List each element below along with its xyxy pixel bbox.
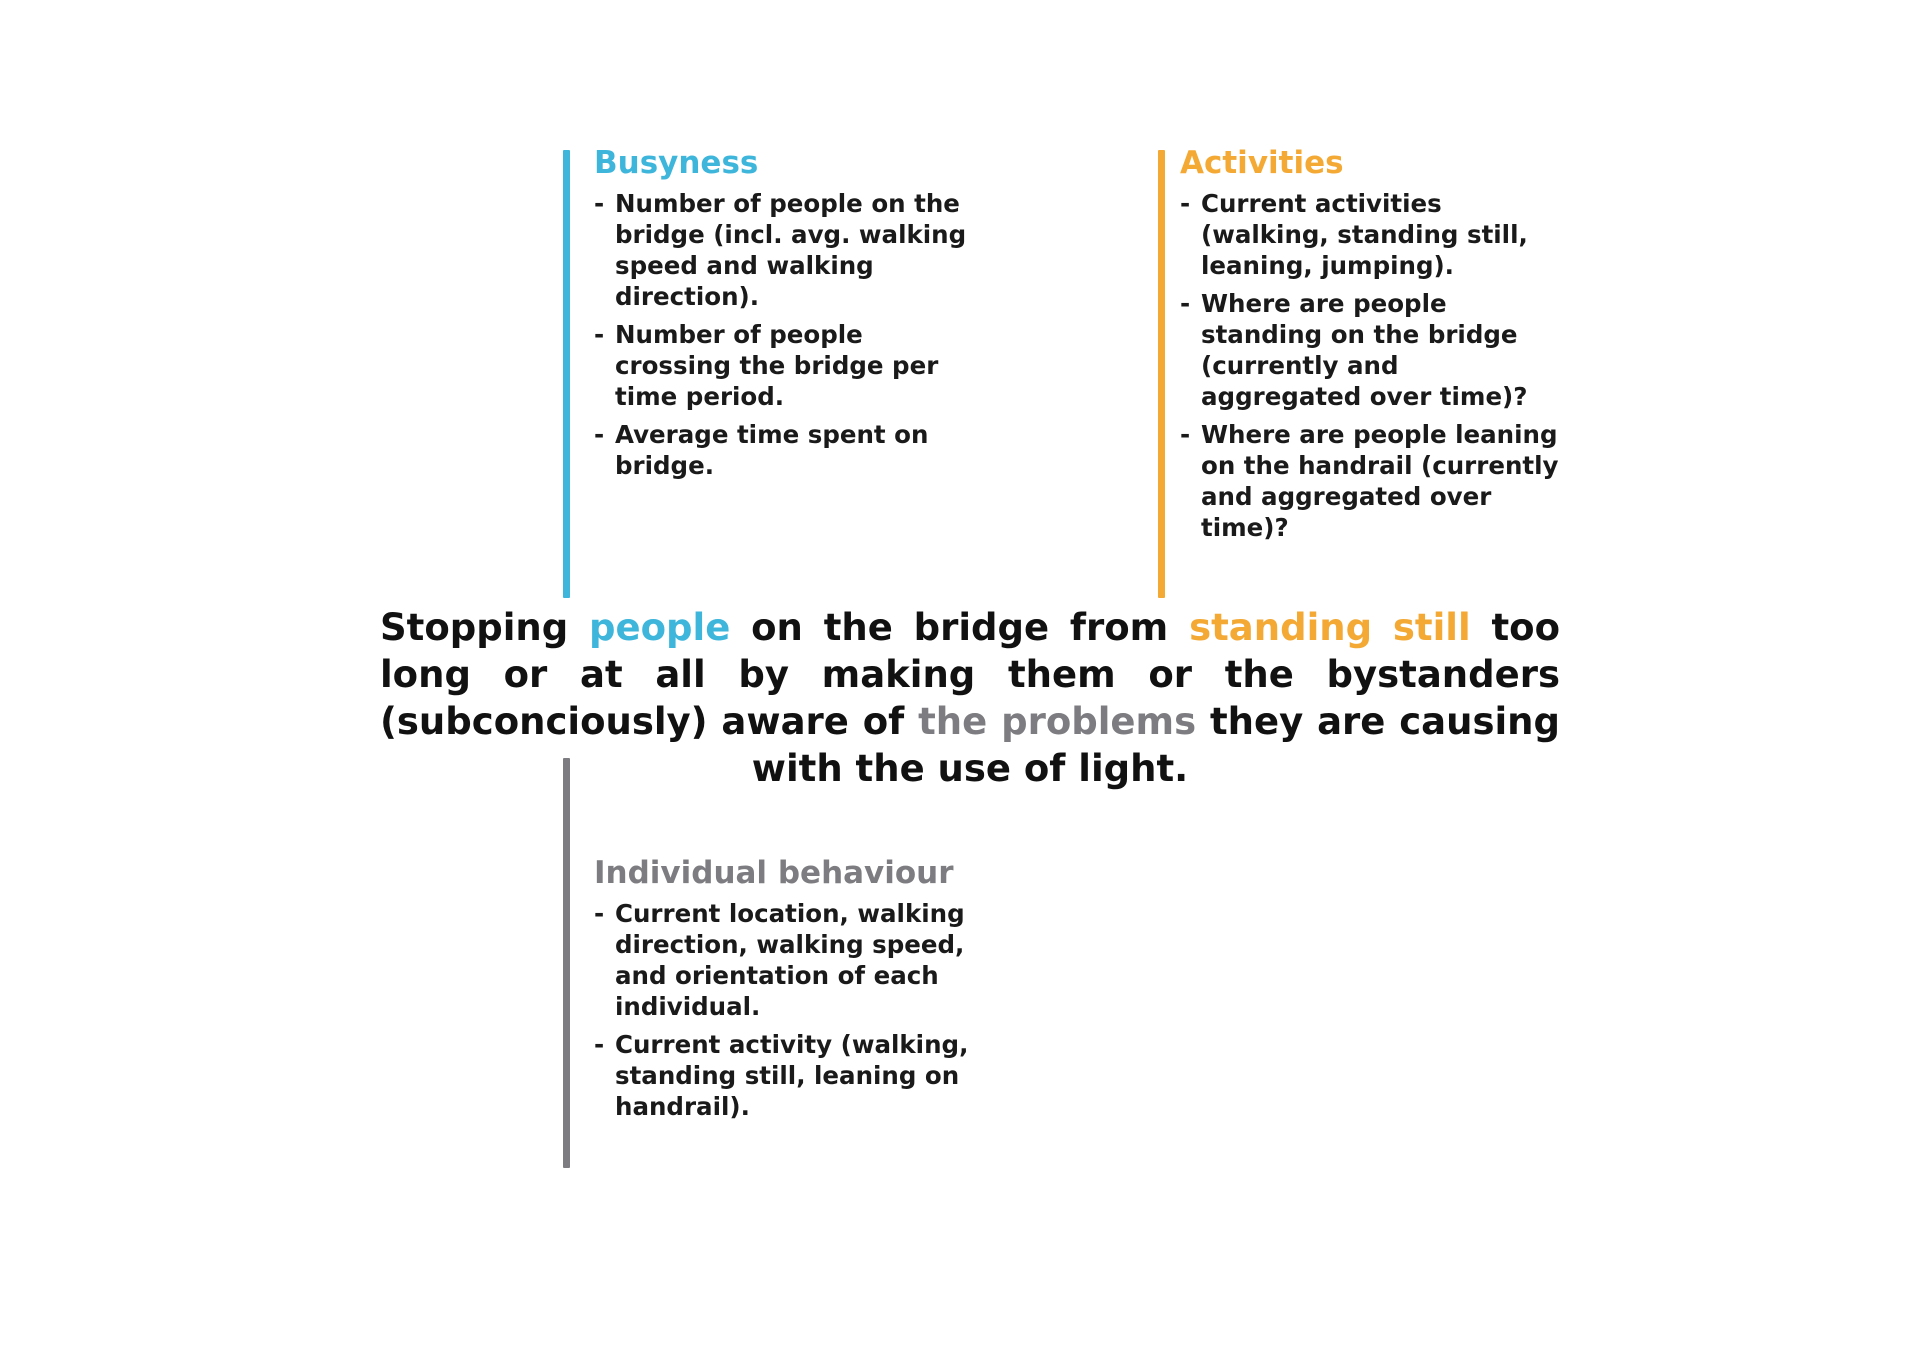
- statement-text: they are causing with the use of light.: [751, 700, 1561, 790]
- list-item: - Average time spent on bridge.: [594, 419, 974, 481]
- activities-list: [1180, 188, 1560, 550]
- busyness-bar: [563, 150, 570, 598]
- list-item: - Current location, walking direction, walking speed, and orientation of each individual.: [594, 898, 979, 1022]
- list-item: - Number of people crossing the bridge per time period.: [594, 319, 974, 412]
- busyness-list: [594, 188, 974, 488]
- statement-highlight-people: people: [589, 606, 731, 649]
- activities-heading: Activities: [1180, 145, 1344, 181]
- list-item: - Current activity (walking, standing still, leaning on handrail).: [594, 1029, 979, 1122]
- individual-heading: Individual behaviour: [594, 855, 954, 891]
- list-item: - Number of people on the bridge (incl. avg. walking speed and walking direction).: [594, 188, 974, 312]
- statement-highlight-the-problems: the problems: [918, 700, 1197, 743]
- list-item: - Current activities (walking, standing still, leaning, jumping).: [1180, 188, 1560, 281]
- busyness-heading: Busyness: [594, 145, 759, 181]
- list-item: - Where are people leaning on the handrail (currently and aggregated over time)?: [1180, 419, 1560, 543]
- list-item: - Where are people standing on the bridge (currently and aggregated over time)?: [1180, 288, 1560, 412]
- statement-text: too long or at all by making them or the bystanders (subconciously) aware of: [380, 606, 1560, 743]
- statement-text: on the bridge from: [730, 606, 1190, 649]
- activities-bar: [1158, 150, 1165, 598]
- central-statement: [380, 604, 1560, 792]
- statement-text: Stopping: [380, 606, 590, 649]
- individual-bar: [563, 758, 570, 1168]
- statement-highlight-standing-still: standing still: [1189, 606, 1471, 649]
- individual-list: [594, 898, 979, 1129]
